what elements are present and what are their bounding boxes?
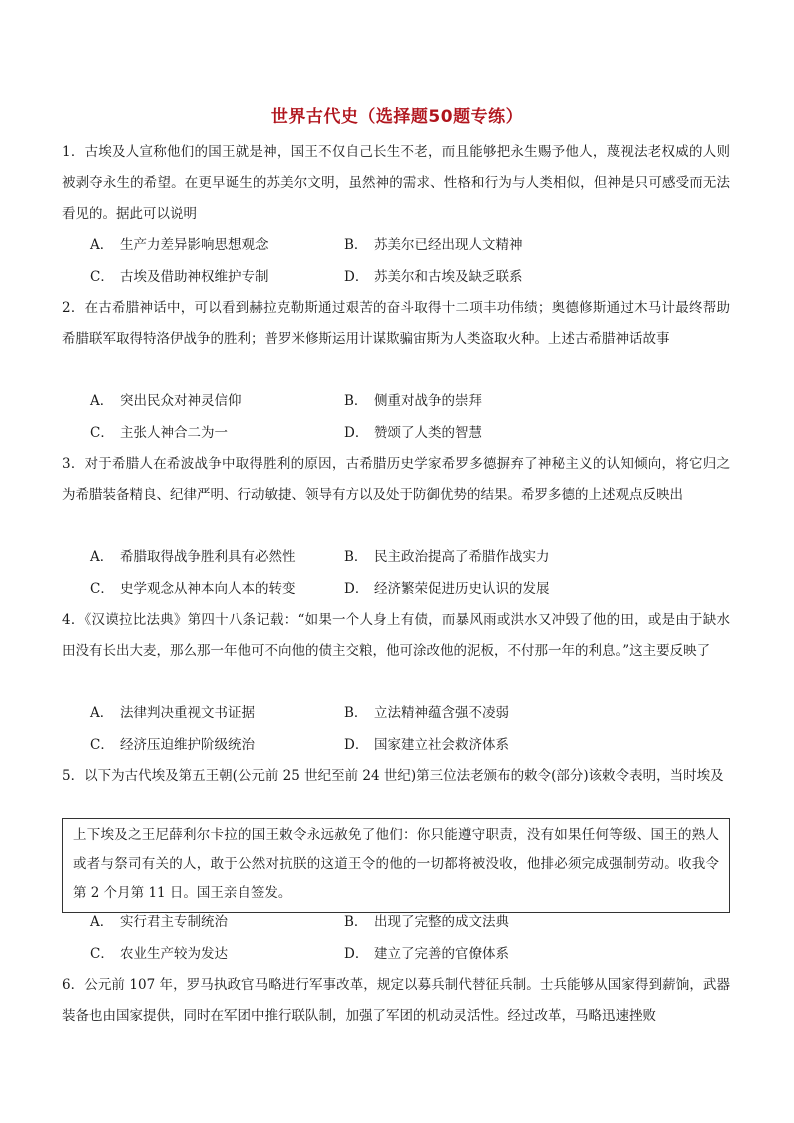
option-text: 法律判决重视文书证据 [120, 705, 255, 721]
option-key: C． [90, 581, 114, 597]
question-4-stem: 4．《汉谟拉比法典》第四十八条记载：“如果一个人身上有债，而暴风雨或洪水又冲毁了他的田，或是由于缺水田没有长出大麦，那么那一年他可不向他的债主交粮，他可涂改他的泥板，不付那一年的利息。”这主要反映了 [62, 612, 730, 659]
question-1-option-a [90, 235, 269, 255]
question-3-option-b [344, 547, 550, 567]
question-2-option-d [344, 423, 482, 443]
option-text: 主张人神合二为一 [120, 425, 228, 441]
option-key: B． [344, 393, 368, 409]
question-4-option-b [344, 703, 509, 723]
question-5-stem: 5．以下为古代埃及第五王朝(公元前 25 世纪至前 24 世纪)第三位法老颁布的敕令(部分)该敕令表明，当时埃及 [62, 768, 724, 784]
question-5-quote-box: 上下埃及之王尼薛利尔卡拉的国王敕令永远赦免了他们：你只能遵守职责，没有如果任何等级、国王的熟人或者与祭司有关的人，敢于公然对抗朕的这道王令的他的一切都将被没收，他排必须完成强制劳动。收我令第 2 个月第 11 日。国王亲自签发。 [62, 818, 730, 913]
question-2-option-c [90, 423, 228, 443]
option-text: 侧重对战争的崇拜 [374, 393, 482, 409]
option-text: 建立了完善的官僚体系 [374, 946, 509, 962]
question-1-option-c [90, 267, 269, 287]
option-text: 生产力差异影响思想观念 [120, 237, 269, 253]
option-key: C． [90, 946, 114, 962]
option-key: B． [344, 914, 368, 930]
option-text: 立法精神蕴含强不凌弱 [374, 705, 509, 721]
question-3-option-a [90, 547, 296, 567]
option-text: 突出民众对神灵信仰 [120, 393, 242, 409]
option-key: C． [90, 269, 114, 285]
option-text: 民主政治提高了希腊作战实力 [374, 549, 550, 565]
option-text: 出现了完整的成文法典 [374, 914, 509, 930]
option-key: C． [90, 737, 114, 753]
option-key: A． [90, 914, 114, 930]
option-key: D． [344, 737, 369, 753]
option-key: A． [90, 549, 114, 565]
option-text: 实行君主专制统治 [120, 914, 228, 930]
option-key: C． [90, 425, 114, 441]
option-key: D． [344, 269, 369, 285]
option-text: 苏美尔和古埃及缺乏联系 [374, 269, 523, 285]
question-3-option-d [344, 579, 550, 599]
question-5-option-a [90, 912, 228, 932]
question-1-option-d [344, 267, 523, 287]
option-key: A． [90, 237, 114, 253]
question-2-option-b [344, 391, 482, 411]
option-text: 农业生产较为发达 [120, 946, 228, 962]
page-title: 世界古代史（选择题50题专练） [270, 107, 524, 127]
option-text: 古埃及借助神权维护专制 [120, 269, 269, 285]
option-key: D． [344, 946, 369, 962]
question-5-option-d [344, 944, 509, 964]
option-key: D． [344, 581, 369, 597]
question-6-stem: 6．公元前 107 年，罗马执政官马略进行军事改革，规定以募兵制代替征兵制。士兵能够从国家得到薪饷，武器装备也由国家提供，同时在军团中推行联队制，加强了军团的机动灵活性。经过改革，马略迅速挫败 [62, 977, 730, 1024]
option-text: 经济压迫维护阶级统治 [120, 737, 255, 753]
question-4-option-d [344, 735, 509, 755]
question-1-stem: 1．古埃及人宣称他们的国王就是神，国王不仅自己长生不老，而且能够把永生赐予他人，蔑视法老权威的人则被剥夺永生的希望。在更早诞生的苏美尔文明，虽然神的需求、性格和行为与人类相似，但神是只可感受而无法看见的。据此可以说明 [62, 144, 730, 222]
question-4-option-c [90, 735, 255, 755]
question-4-option-a [90, 703, 255, 723]
option-key: B． [344, 237, 368, 253]
question-3-option-c [90, 579, 296, 599]
option-text: 国家建立社会救济体系 [374, 737, 509, 753]
question-5-option-b [344, 912, 509, 932]
option-text: 苏美尔已经出现人文精神 [374, 237, 523, 253]
question-2-stem: 2．在古希腊神话中，可以看到赫拉克勒斯通过艰苦的奋斗取得十二项丰功伟绩；奥德修斯通过木马计最终帮助希腊联军取得特洛伊战争的胜利；普罗米修斯运用计谋欺骗宙斯为人类盗取火种。上述古希腊神话故事 [62, 300, 730, 347]
option-key: A． [90, 705, 114, 721]
question-3-stem: 3．对于希腊人在希波战争中取得胜利的原因，古希腊历史学家希罗多德摒弃了神秘主义的认知倾向，将它归之为希腊装备精良、纪律严明、行动敏捷、领导有方以及处于防御优势的结果。希罗多德的上述观点反映出 [62, 456, 730, 503]
question-5-option-c [90, 944, 228, 964]
option-text: 经济繁荣促进历史认识的发展 [374, 581, 550, 597]
option-key: B． [344, 549, 368, 565]
option-text: 史学观念从神本向人本的转变 [120, 581, 296, 597]
option-text: 希腊取得战争胜利具有必然性 [120, 549, 296, 565]
option-key: A． [90, 393, 114, 409]
question-2-option-a [90, 391, 242, 411]
option-key: D． [344, 425, 369, 441]
option-key: B． [344, 705, 368, 721]
question-1-option-b [344, 235, 523, 255]
option-text: 赞颂了人类的智慧 [374, 425, 482, 441]
